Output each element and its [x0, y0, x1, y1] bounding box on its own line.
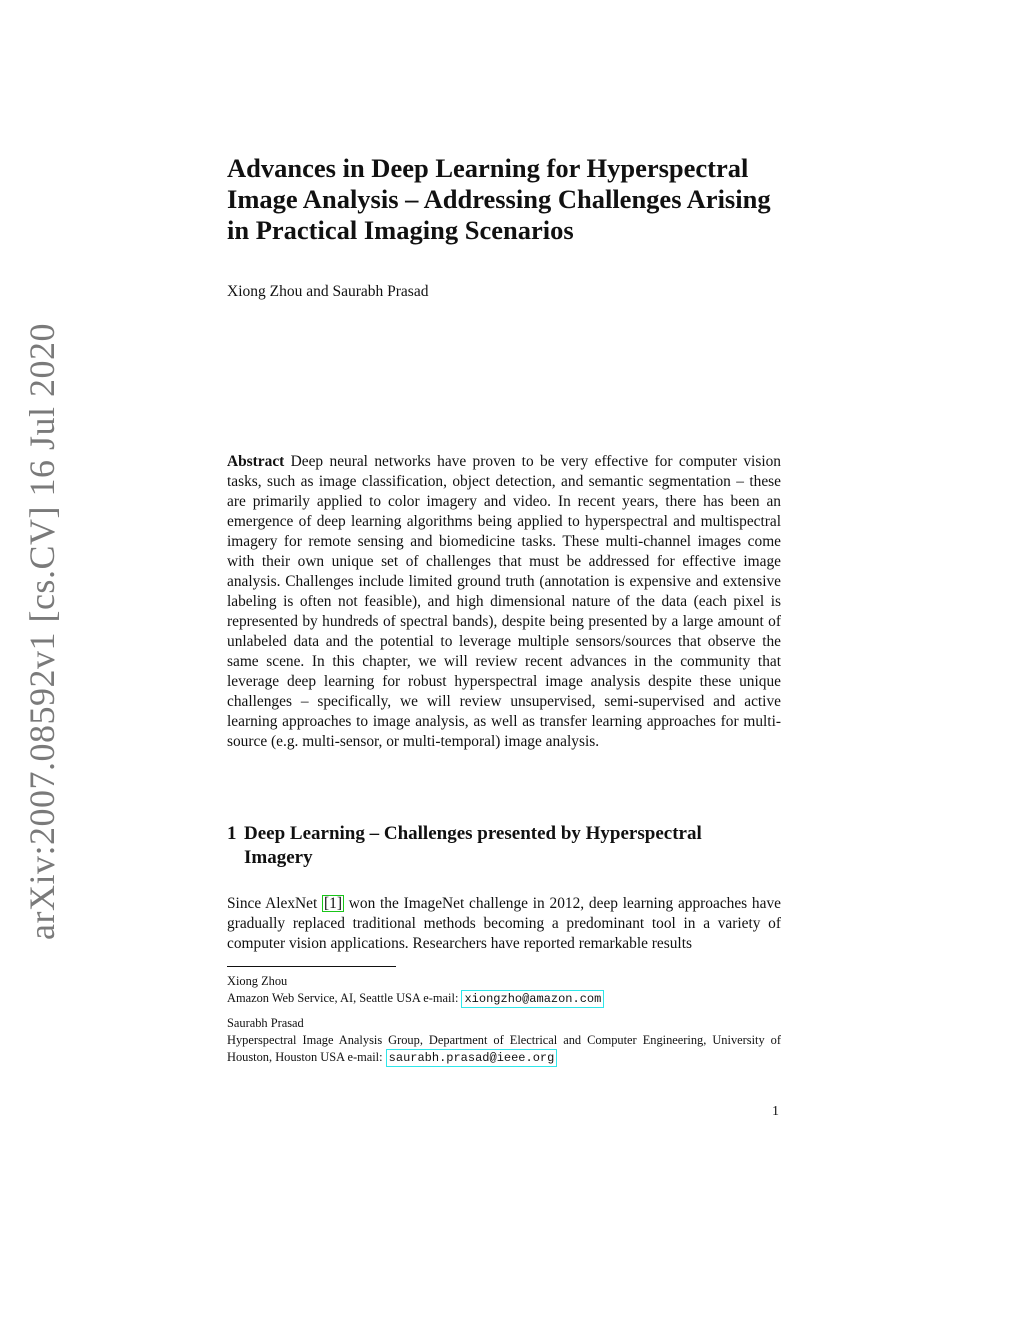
section-heading: [227, 822, 787, 870]
footnote-affiliation: [227, 990, 781, 1008]
citation-link[interactable]: [1]: [324, 895, 342, 912]
title-line: Image Analysis – Addressing Challenges Arising: [227, 184, 771, 214]
footnote-author-2: [227, 1015, 781, 1067]
footnote-affiliation: [227, 1032, 781, 1067]
section-number: 1: [227, 823, 237, 844]
abstract-label: Abstract: [227, 453, 285, 470]
body-paragraph: [227, 894, 781, 954]
footnote-author-1: [227, 973, 781, 1008]
affiliation-text: Amazon Web Service, AI, Seattle USA e-mail:: [227, 991, 462, 1005]
author-list: Xiong Zhou and Saurabh Prasad: [227, 283, 429, 300]
email-link[interactable]: saurabh.prasad@ieee.org: [386, 1049, 558, 1067]
footnote-author-name: Xiong Zhou: [227, 974, 288, 988]
email-link[interactable]: xiongzho@amazon.com: [461, 990, 604, 1008]
footnote-divider: [227, 966, 396, 967]
paper-title: [227, 153, 807, 246]
abstract: [227, 452, 781, 752]
title-line: Advances in Deep Learning for Hyperspectral: [227, 153, 749, 183]
affiliation-text: Hyperspectral Image Analysis Group, Department of Electrical and Computer Engineering, University of Houston, Houston USA e-mail:: [227, 1033, 781, 1064]
footnote-author-name: Saurabh Prasad: [227, 1016, 304, 1030]
section-title: Deep Learning – Challenges presented by Hyperspectral Imagery: [244, 823, 702, 868]
arxiv-identifier-stamp: arXiv:2007.08592v1 [cs.CV] 16 Jul 2020: [22, 323, 62, 940]
body-text-start: Since AlexNet: [227, 895, 323, 912]
abstract-text: Deep neural networks have proven to be very effective for computer vision tasks, such as image classification, object detection, and semantic segmentation – these are primarily applied to color imagery and video. In recent years, there has been an emergence of deep learning algorithms being applied to hyperspectral and multispectral imagery for remote sensing and biomedicine tasks. These multi-channel images come with their own unique set of challenges that must be addressed for effective image analysis. Challenges include limited ground truth (annotation is expensive and extensive labeling is often not feasible), and high dimensional nature of the data (each pixel is represented by hundreds of spectral bands), despite being presented by a large amount of unlabeled data and the potential to leverage multiple sensors/sources that observe the same scene. In this chapter, we will review recent advances in the community that leverage deep learning for robust hyperspectral image analysis despite these unique challenges – specifically, we will review unsupervised, semi-supervised and active learning approaches to image analysis, as well as transfer learning approaches for multi-source (e.g. multi-sensor, or multi-temporal) image analysis.: [227, 453, 781, 750]
page-number: 1: [772, 1104, 779, 1119]
title-line: in Practical Imaging Scenarios: [227, 215, 574, 245]
body-text-continued: won the ImageNet challenge in 2012, deep learning approaches have gradually replaced traditional methods becoming a predominant tool in a variety of computer vision applications. Researchers have reported remarkable results: [227, 895, 781, 952]
